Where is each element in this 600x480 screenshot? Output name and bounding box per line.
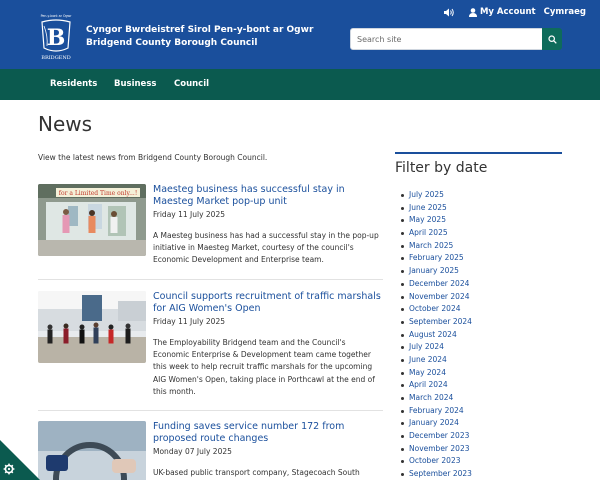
filter-date-link[interactable]: June 2025	[409, 202, 472, 215]
filter-date-list	[409, 189, 472, 480]
council-logo[interactable]	[38, 12, 74, 62]
divider	[38, 279, 383, 280]
logo-cy-text: Pen-y-bont ar Ogwr	[40, 14, 72, 18]
filter-date-link[interactable]: May 2024	[409, 367, 472, 380]
news-thumbnail[interactable]	[38, 184, 146, 256]
search-icon	[548, 35, 557, 44]
divider	[38, 410, 383, 411]
page-intro: View the latest news from Bridgend County Borough Council.	[38, 153, 268, 162]
filter-date-link[interactable]: April 2024	[409, 379, 472, 392]
council-crest-icon	[38, 12, 74, 62]
filter-date-link[interactable]: October 2023	[409, 455, 472, 468]
news-summary: The Employability Bridgend team and the Council's Economic Enterprise & Development team came together this week to help recruit traffic marshals for the upcoming AIG Women's Open, taking place in Porthcawl at the end of this month.	[153, 338, 375, 396]
user-icon	[469, 8, 477, 17]
filter-date-link[interactable]: August 2024	[409, 329, 472, 342]
filter-date-link[interactable]: September 2023	[409, 468, 472, 480]
filter-date-link[interactable]: May 2025	[409, 214, 472, 227]
filter-date-link[interactable]: July 2025	[409, 189, 472, 202]
speaker-icon[interactable]	[444, 8, 455, 17]
language-toggle[interactable]: Cymraeg	[543, 7, 586, 17]
filter-date-link[interactable]: February 2024	[409, 405, 472, 418]
filter-date-link[interactable]: June 2024	[409, 354, 472, 367]
news-title-link[interactable]: Council supports recruitment of traffic marshals for AIG Women's Open	[153, 291, 381, 314]
page-title: News	[38, 112, 93, 136]
news-date: Friday 11 July 2025	[153, 210, 226, 219]
news-date: Monday 07 July 2025	[153, 447, 232, 456]
filter-date-link[interactable]: November 2024	[409, 291, 472, 304]
news-date: Friday 11 July 2025	[153, 317, 226, 326]
news-summary: UK-based public transport company, Stagecoach South	[153, 468, 360, 477]
search-box	[350, 28, 562, 50]
nav-council[interactable]: Council	[174, 79, 210, 89]
site-header	[0, 0, 600, 69]
filter-date-link[interactable]: December 2024	[409, 278, 472, 291]
filter-date-link[interactable]: March 2025	[409, 240, 472, 253]
council-name-english: Bridgend County Borough Council	[86, 38, 258, 48]
top-links	[444, 7, 586, 17]
nav-business[interactable]: Business	[114, 79, 157, 89]
council-name-welsh: Cyngor Bwrdeistref Sirol Pen-y-bont ar Ogwr	[86, 25, 314, 35]
filter-date-link[interactable]: March 2024	[409, 392, 472, 405]
filter-rule	[395, 152, 562, 154]
cookie-settings-button[interactable]	[0, 440, 40, 480]
news-summary: A Maesteg business has had a successful stay in the pop-up initiative in Maesteg Market, courtesy of the council's Economic Development and Enterprise team.	[153, 231, 379, 265]
main-nav	[0, 69, 600, 100]
svg-text:B: B	[46, 25, 66, 51]
filter-date-link[interactable]: April 2025	[409, 227, 472, 240]
filter-title: Filter by date	[395, 160, 488, 176]
filter-date-link[interactable]: December 2023	[409, 430, 472, 443]
gear-icon	[4, 464, 15, 475]
search-input[interactable]	[350, 28, 543, 50]
news-title-link[interactable]: Maesteg business has successful stay in Maesteg Market pop-up unit	[153, 184, 345, 207]
news-title-link[interactable]: Funding saves service number 172 from proposed route changes	[153, 421, 345, 444]
nav-residents[interactable]: Residents	[50, 79, 98, 89]
filter-date-link[interactable]: July 2024	[409, 341, 472, 354]
shop-sign-text: for a Limited Time only...!	[58, 190, 138, 197]
news-thumbnail[interactable]	[38, 421, 146, 480]
council-name	[86, 24, 313, 50]
filter-date-link[interactable]: November 2023	[409, 443, 472, 456]
search-button[interactable]	[542, 28, 562, 50]
filter-date-link[interactable]: February 2025	[409, 252, 472, 265]
my-account-label: My Account	[479, 7, 536, 17]
news-thumbnail[interactable]	[38, 291, 146, 363]
filter-date-link[interactable]: September 2024	[409, 316, 472, 329]
filter-date-link[interactable]: January 2024	[409, 417, 472, 430]
filter-date-link[interactable]: January 2025	[409, 265, 472, 278]
logo-text: BRIDGEND	[41, 55, 71, 61]
my-account-link[interactable]	[469, 7, 536, 17]
filter-date-link[interactable]: October 2024	[409, 303, 472, 316]
